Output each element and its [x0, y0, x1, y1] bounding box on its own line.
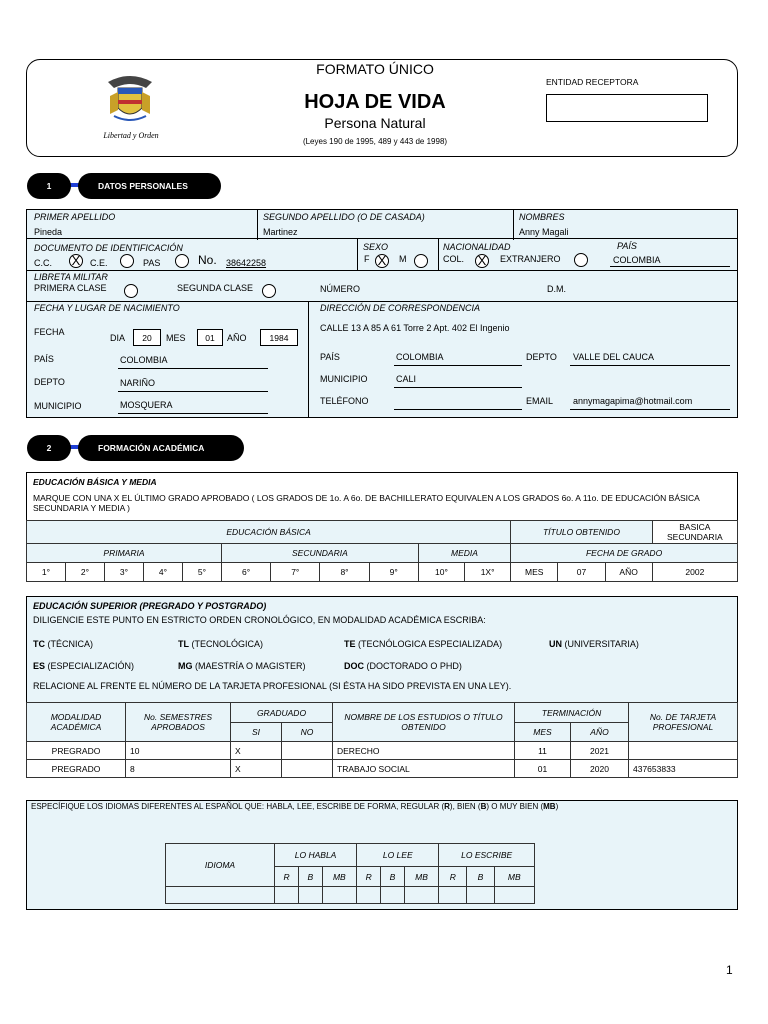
sex-m-radio[interactable] — [414, 254, 428, 268]
cc-radio[interactable]: X — [69, 254, 83, 268]
row-modality[interactable]: PREGRADO — [27, 760, 126, 778]
addr-mun-field[interactable]: CALI — [396, 374, 417, 384]
grad-month-label: MES — [511, 563, 558, 582]
grade-cell[interactable]: 8° — [320, 563, 369, 582]
row-year[interactable]: 2020 — [571, 760, 629, 778]
coat-of-arms-icon — [100, 70, 160, 130]
year-label: AÑO — [227, 333, 247, 343]
title-obtained-header: TÍTULO OBTENIDO — [511, 521, 653, 544]
code-es: ES (ESPECIALIZACIÓN) — [33, 661, 135, 671]
col-year: AÑO — [571, 723, 629, 742]
doc-label: DOCUMENTO DE IDENTIFICACIÓN — [34, 243, 183, 253]
languages-instructions: ESPECÍFIQUE LOS IDIOMAS DIFERENTES AL ESPAÑOL QUE: HABLA, LEE, ESCRIBE DE FORMA, REGULAR (R), BIEN (B) O MUY BIEN (MB) — [31, 802, 559, 811]
pas-radio[interactable] — [175, 254, 189, 268]
entity-input[interactable] — [546, 94, 708, 122]
phone-label: TELÉFONO — [320, 396, 369, 406]
logo-caption: Libertad y Orden — [103, 131, 159, 140]
email-label: EMAIL — [526, 396, 554, 406]
month-field[interactable]: 01 — [197, 329, 223, 346]
year-field[interactable]: 1984 — [260, 329, 298, 346]
table-row — [27, 742, 738, 760]
grade-cell[interactable]: 4° — [143, 563, 182, 582]
col-study-name: NOMBRE DE LOS ESTUDIOS O TÍTULO OBTENIDO — [333, 703, 515, 742]
entity-label: ENTIDAD RECEPTORA — [546, 77, 639, 87]
address-label: DIRECCIÓN DE CORRESPONDENCIA — [320, 303, 481, 313]
row-study-name[interactable]: DERECHO — [333, 742, 515, 760]
grad-year-field[interactable]: 2002 — [652, 563, 737, 582]
first-class-label: PRIMERA CLASE — [34, 283, 107, 293]
birth-depto-field[interactable]: NARIÑO — [120, 378, 156, 388]
addr-country-label: PAÍS — [320, 352, 340, 362]
row-no[interactable] — [282, 742, 333, 760]
code-un: UN (UNIVERSITARIA) — [549, 639, 639, 649]
grade-cell[interactable]: 7° — [271, 563, 320, 582]
format-label: FORMATO ÚNICO — [316, 61, 434, 77]
level-cell[interactable] — [322, 887, 357, 904]
level-cell[interactable] — [467, 887, 494, 904]
level-cell[interactable] — [404, 887, 439, 904]
table-row — [166, 887, 535, 904]
day-field[interactable]: 20 — [133, 329, 161, 346]
level-header: B — [467, 867, 494, 887]
code-te: TE (TECNÓLOGICA ESPECIALIZADA) — [344, 639, 503, 649]
grade-cell[interactable]: 5° — [182, 563, 221, 582]
section-2-title: FORMACIÓN ACADÉMICA — [78, 435, 244, 461]
addr-country-field[interactable]: COLOMBIA — [396, 352, 444, 362]
sex-f-radio[interactable]: X — [375, 254, 389, 268]
military-number-label: NÚMERO — [320, 284, 360, 294]
code-doc: DOC (DOCTORADO O PHD) — [344, 661, 462, 671]
section-1-number: 1 — [27, 173, 71, 199]
level-header: R — [439, 867, 467, 887]
col-reads: LO LEE — [357, 844, 439, 867]
foreign-label: EXTRANJERO — [500, 254, 561, 264]
row-semesters[interactable]: 8 — [126, 760, 231, 778]
col-termination: TERMINACIÓN — [515, 703, 629, 723]
level-cell[interactable] — [494, 887, 534, 904]
row-si[interactable]: X — [231, 742, 282, 760]
language-name-cell[interactable] — [166, 887, 275, 904]
level-header: B — [381, 867, 404, 887]
no-label: No. — [198, 253, 217, 267]
page-subtitle: Persona Natural — [324, 115, 426, 131]
birth-country-field[interactable]: COLOMBIA — [120, 355, 168, 365]
birth-mun-label: MUNICIPIO — [34, 401, 82, 411]
laws-note: (Leyes 190 de 1995, 489 y 443 de 1998) — [302, 137, 448, 146]
ce-radio[interactable] — [120, 254, 134, 268]
title-obtained-field[interactable]: BASICA SECUNDARIA — [652, 521, 737, 544]
basic-education-table — [26, 520, 738, 582]
grad-month-field[interactable]: 07 — [558, 563, 605, 582]
grade-cell[interactable]: 9° — [369, 563, 418, 582]
col-writes: LO ESCRIBE — [439, 844, 535, 867]
col-speaks: LO HABLA — [275, 844, 357, 867]
row-study-name[interactable]: TRABAJO SOCIAL — [333, 760, 515, 778]
birth-mun-field[interactable]: MOSQUERA — [120, 400, 173, 410]
col-language: IDIOMA — [166, 844, 275, 887]
doc-number-field[interactable]: 38642258 — [226, 258, 267, 268]
email-field[interactable]: annymagapima@hotmail.com — [573, 396, 693, 406]
code-mg: MG (MAESTRÍA O MAGISTER) — [178, 661, 306, 671]
grade-cell[interactable]: 3° — [104, 563, 143, 582]
nat-country-label: PAÍS — [617, 241, 637, 251]
row-year[interactable]: 2021 — [571, 742, 629, 760]
level-header: MB — [494, 867, 534, 887]
row-modality[interactable]: PREGRADO — [27, 742, 126, 760]
higher-education-title: EDUCACIÓN SUPERIOR (PREGRADO Y POSTGRADO) — [33, 601, 267, 611]
level-cell[interactable] — [299, 887, 322, 904]
col-professional-card: No. DE TARJETA PROFESIONAL — [629, 703, 738, 742]
higher-education-instructions: DILIGENCIE ESTE PUNTO EN ESTRICTO ORDEN CRONOLÓGICO, EN MODALIDAD ACADÉMICA ESCRIBA: — [33, 615, 486, 625]
second-surname-label: SEGUNDO APELLIDO (O DE CASADA) — [263, 212, 425, 222]
level-cell[interactable] — [357, 887, 381, 904]
basic-education-title: EDUCACIÓN BÁSICA Y MEDIA — [33, 477, 157, 487]
grade-cell[interactable]: 2° — [65, 563, 104, 582]
page-number: 1 — [726, 963, 733, 977]
cc-label: C.C. — [34, 258, 52, 268]
nationality-label: NACIONALIDAD — [443, 242, 511, 252]
code-tl: TL (TECNOLÓGICA) — [178, 639, 264, 649]
first-surname-label: PRIMER APELLIDO — [34, 212, 116, 222]
grad-year-label: AÑO — [605, 563, 652, 582]
col-label: COL. — [443, 254, 465, 264]
address-field[interactable]: CALLE 13 A 85 A 61 Torre 2 Apt. 402 El Ingenio — [320, 323, 510, 333]
edu-basic-header: EDUCACIÓN BÁSICA — [27, 521, 511, 544]
birth-date-label: FECHA — [34, 327, 65, 337]
month-label: MES — [166, 333, 186, 343]
level-header: R — [275, 867, 299, 887]
level-header: R — [357, 867, 381, 887]
level-cell[interactable] — [439, 887, 467, 904]
addr-depto-label: DEPTO — [526, 352, 557, 362]
col-si: SI — [231, 723, 282, 742]
second-class-label: SEGUNDA CLASE — [177, 283, 254, 293]
page-title: HOJA DE VIDA — [304, 91, 446, 113]
grade-cell[interactable]: 10° — [418, 563, 464, 582]
pas-label: PAS — [143, 258, 161, 268]
names-field[interactable]: Anny Magali — [519, 227, 569, 237]
higher-education-table — [26, 702, 738, 778]
foreign-radio[interactable] — [574, 253, 588, 267]
code-tc: TC (TÉCNICA) — [33, 639, 94, 649]
level-header: B — [299, 867, 322, 887]
media-header: MEDIA — [418, 544, 510, 563]
section-1-title: DATOS PERSONALES — [78, 173, 221, 199]
dm-label: D.M. — [547, 284, 566, 294]
languages-table — [165, 843, 535, 904]
col-radio[interactable]: X — [475, 254, 489, 268]
section-2-number: 2 — [27, 435, 71, 461]
col-graduated: GRADUADO — [231, 703, 333, 723]
basic-education-instructions: MARQUE CON UNA X EL ÚLTIMO GRADO APROBADO ( LOS GRADOS DE 1o. A 6o. DE BACHILLERATO EQUIVALEN A LOS GRADOS 6o. A 11o. DE EDUCACIÓN BÁSICA SECUNDARIA Y MEDIA ) — [33, 493, 700, 513]
level-header: MB — [404, 867, 439, 887]
birth-country-label: PAÍS — [34, 354, 54, 364]
row-no[interactable] — [282, 760, 333, 778]
sex-f-label: F — [364, 254, 370, 264]
col-month: MES — [515, 723, 571, 742]
grade-cell[interactable]: 1° — [27, 563, 66, 582]
col-semesters: No. SEMESTRES APROBADOS — [126, 703, 231, 742]
professional-card-note: RELACIONE AL FRENTE EL NÚMERO DE LA TARJETA PROFESIONAL (SI ÉSTA HA SIDO PREVISTA EN UNA LEY). — [33, 681, 512, 691]
secundaria-header: SECUNDARIA — [221, 544, 418, 563]
level-cell[interactable] — [381, 887, 404, 904]
second-surname-field[interactable]: Martinez — [263, 227, 298, 237]
second-class-radio[interactable] — [262, 284, 276, 298]
grad-date-header: FECHA DE GRADO — [511, 544, 738, 563]
sex-label: SEXO — [363, 242, 389, 252]
addr-mun-label: MUNICIPIO — [320, 374, 368, 384]
row-month[interactable]: 01 — [515, 760, 571, 778]
first-class-radio[interactable] — [124, 284, 138, 298]
sex-m-label: M — [399, 254, 407, 264]
day-label: DIA — [110, 333, 126, 343]
birth-depto-label: DEPTO — [34, 377, 65, 387]
col-modality: MODALIDAD ACADÉMICA — [27, 703, 126, 742]
ce-label: C.E. — [90, 258, 108, 268]
col-no: NO — [282, 723, 333, 742]
row-card[interactable] — [629, 742, 738, 760]
addr-depto-field[interactable]: VALLE DEL CAUCA — [573, 352, 655, 362]
row-semesters[interactable]: 10 — [126, 742, 231, 760]
row-month[interactable]: 11 — [515, 742, 571, 760]
level-header: MB — [322, 867, 357, 887]
table-row — [27, 760, 738, 778]
level-cell[interactable] — [275, 887, 299, 904]
row-si[interactable]: X — [231, 760, 282, 778]
first-surname-field[interactable]: Pineda — [34, 227, 63, 237]
military-label: LIBRETA MILITAR — [34, 272, 108, 282]
birth-label: FECHA Y LUGAR DE NACIMIENTO — [34, 303, 180, 313]
names-label: NOMBRES — [519, 212, 565, 222]
grade-cell[interactable]: 6° — [221, 563, 270, 582]
grade-cell-selected[interactable]: 1X° — [465, 563, 511, 582]
primaria-header: PRIMARIA — [27, 544, 222, 563]
nat-country-field[interactable]: COLOMBIA — [613, 255, 661, 265]
row-card[interactable]: 437653833 — [629, 760, 738, 778]
